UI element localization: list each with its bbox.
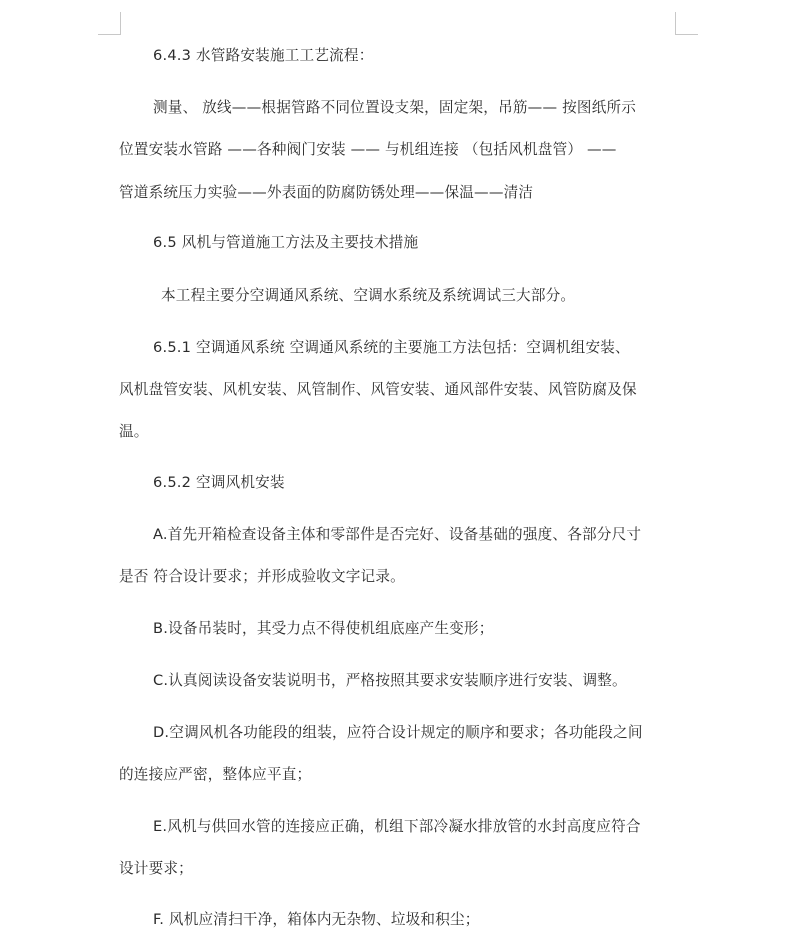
page-corner-mark-top-left bbox=[98, 12, 121, 35]
section-heading-6-4-3: 6.4.3 水管路安装施工工艺流程： bbox=[153, 47, 374, 64]
paragraph-line: 6.5.1 空调通风系统 空调通风系统的主要施工方法包括：空调机组安装、 bbox=[153, 339, 630, 356]
paragraph-line: E.风机与供回水管的连接应正确，机组下部冷凝水排放管的水封高度应符合 bbox=[153, 818, 641, 835]
paragraph-line: 设计要求； bbox=[119, 860, 193, 877]
paragraph-line: 本工程主要分空调通风系统、空调水系统及系统调试三大部分。 bbox=[161, 287, 576, 304]
paragraph-line: 温。 bbox=[119, 423, 149, 440]
section-heading-6-5-2: 6.5.2 空调风机安装 bbox=[153, 474, 285, 491]
paragraph-line: 是否 符合设计要求；并形成验收文字记录。 bbox=[119, 568, 405, 585]
paragraph-line: 管道系统压力实验——外表面的防腐防锈处理——保温——清洁 bbox=[119, 184, 534, 201]
paragraph-line: 测量、 放线——根据管路不同位置设支架，固定架，吊筋—— 按图纸所示 bbox=[153, 99, 637, 116]
page-corner-mark-top-right bbox=[675, 12, 698, 35]
paragraph-line: 风机盘管安装、风机安装、风管制作、风管安装、通风部件安装、风管防腐及保 bbox=[119, 381, 637, 398]
paragraph-line: F. 风机应清扫干净，箱体内无杂物、垃圾和积尘； bbox=[153, 911, 480, 928]
paragraph-line: C.认真阅读设备安装说明书，严格按照其要求安装顺序进行安装、调整。 bbox=[153, 672, 627, 689]
paragraph-line: B.设备吊装时，其受力点不得使机组底座产生变形； bbox=[153, 620, 494, 637]
section-heading-6-5: 6.5 风机与管道施工方法及主要技术措施 bbox=[153, 234, 419, 251]
paragraph-line: D.空调风机各功能段的组装，应符合设计规定的顺序和要求；各功能段之间 bbox=[153, 724, 643, 741]
paragraph-line: A.首先开箱检查设备主体和零部件是否完好、设备基础的强度、各部分尺寸 bbox=[153, 526, 642, 543]
paragraph-line: 的连接应严密，整体应平直； bbox=[119, 766, 312, 783]
paragraph-line: 位置安装水管路 ——各种阀门安装 —— 与机组连接 （包括风机盘管） —— bbox=[119, 141, 617, 158]
